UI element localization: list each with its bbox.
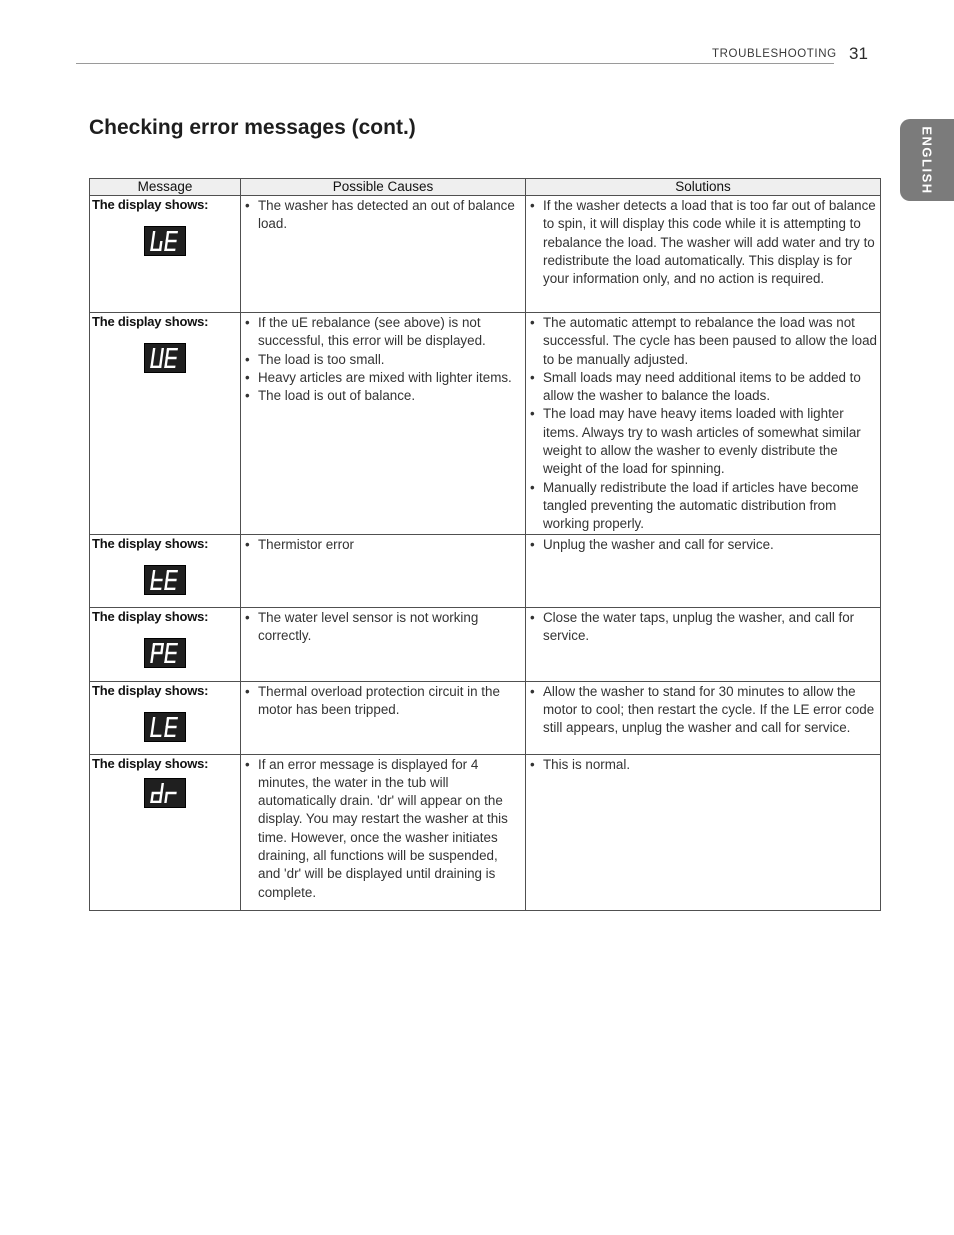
column-header-causes: Possible Causes [241, 179, 526, 196]
display-segment [152, 348, 156, 358]
display-segment [164, 793, 168, 803]
cause-item: • If an error message is displayed for 4 minutes, the water in the tub will automatically drain. 'dr' will appear on the display. You may restart the washer at this time. However, once the washer initiates draining, all functions will be suspended, and 'dr' will be displayed until draining is complete. [245, 756, 523, 902]
error-code-glyphs [150, 642, 180, 664]
display-segment [165, 791, 176, 793]
solution-item: • If the washer detects a load that is too far out of balance to spin, it will display this code while it is attempting to rebalance the load. The washer will add water and try to redistribute the load automatically. This display is for your information only, and no action is required. [530, 197, 878, 288]
display-segment [165, 240, 176, 242]
solutions-cell [526, 313, 881, 535]
display-segment [165, 725, 176, 727]
causes-cell [241, 534, 526, 607]
section-label: TROUBLESHOOTING [712, 48, 837, 60]
solution-item: • Small loads may need additional items to be added to allow the washer to balance the loads. [530, 369, 878, 406]
message-cell [90, 196, 241, 313]
cause-item: • The water level sensor is not working correctly. [245, 609, 523, 646]
display-segment [165, 578, 176, 580]
causes-cell [241, 607, 526, 681]
display-shows-label: The display shows: [92, 535, 209, 551]
solution-item: • Manually redistribute the load if articles have become tangled preventing the automatic distribution from working properly. [530, 479, 878, 534]
display-segment [160, 783, 164, 793]
display-shows-label: The display shows: [92, 197, 209, 212]
display-segment [166, 643, 170, 653]
display-segment [160, 348, 164, 358]
page-number: 31 [849, 44, 868, 63]
page-title: Checking error messages (cont.) [89, 116, 416, 139]
solutions-cell [526, 754, 881, 910]
cause-item: • If the uE rebalance (see above) is not successful, this error will be displayed. [245, 314, 523, 351]
display-segment [150, 653, 154, 663]
message-cell [90, 607, 241, 681]
message-cell [90, 754, 241, 910]
column-header-message: Message [90, 179, 241, 196]
table-row [90, 754, 881, 910]
solution-item: • Close the water taps, unplug the washer, and call for service. [530, 609, 878, 646]
display-segment [152, 717, 156, 727]
display-shows-label: The display shows: [92, 314, 209, 329]
display-segment [151, 578, 162, 580]
error-code-glyphs [150, 782, 180, 804]
error-code-glyphs [150, 716, 180, 738]
error-code-display [144, 712, 186, 742]
solutions-cell [526, 607, 881, 681]
table-header-row [90, 179, 881, 196]
solution-item: • Unplug the washer and call for service. [530, 536, 878, 554]
cause-item: • The washer has detected an out of balance load. [245, 197, 523, 234]
message-cell [90, 681, 241, 754]
column-header-solutions: Solutions [526, 179, 881, 196]
display-segment [166, 348, 170, 358]
error-code-glyphs [150, 347, 180, 369]
display-segment [166, 570, 170, 580]
language-tab-label: ENGLISH [919, 125, 935, 195]
table-row [90, 681, 881, 754]
solution-item: • The load may have heavy items loaded with lighter items. Always try to wash articles of somewhat similar weight to allow the washer to evenly distribute the weight of the load for spinning. [530, 405, 878, 478]
display-shows-label: The display shows: [92, 608, 209, 624]
solution-item: • The automatic attempt to rebalance the load was not successful. The cycle has been paused to allow the load to be manually adjusted. [530, 314, 878, 369]
message-cell [90, 313, 241, 535]
table-row [90, 607, 881, 681]
display-segment [165, 357, 176, 359]
display-segment [151, 791, 162, 793]
cause-item: • The load is too small. [245, 351, 523, 369]
display-segment [166, 717, 170, 727]
solutions-cell [526, 681, 881, 754]
error-code-display [144, 778, 186, 808]
solutions-cell [526, 196, 881, 313]
error-code-display [144, 226, 186, 256]
display-shows-label: The display shows: [92, 755, 209, 771]
display-segment [166, 231, 170, 241]
language-tab [900, 119, 954, 201]
display-segment [152, 231, 156, 241]
header-rule [76, 63, 834, 64]
causes-cell [241, 754, 526, 910]
causes-cell [241, 681, 526, 754]
display-shows-label: The display shows: [92, 682, 209, 698]
error-code-glyphs [150, 230, 180, 252]
cause-item: • Thermistor error [245, 536, 523, 554]
table-row [90, 313, 881, 535]
display-segment [152, 643, 156, 653]
error-messages-table [89, 178, 881, 911]
causes-cell [241, 313, 526, 535]
display-segment [151, 651, 162, 653]
cause-item: • The load is out of balance. [245, 387, 523, 405]
error-code-display [144, 343, 186, 373]
error-code-display [144, 638, 186, 668]
table-row [90, 196, 881, 313]
solution-item: • Allow the washer to stand for 30 minutes to allow the motor to cool; then restart the cycle. If the LE error code still appears, unplug the washer and call for service. [530, 683, 878, 738]
causes-cell [241, 196, 526, 313]
message-cell [90, 534, 241, 607]
table-row [90, 534, 881, 607]
display-segment [165, 651, 176, 653]
error-code-glyphs [150, 569, 180, 591]
display-segment [152, 570, 156, 580]
cause-item: • Thermal overload protection circuit in the motor has been tripped. [245, 683, 523, 720]
error-code-display [144, 565, 186, 595]
cause-item: • Heavy articles are mixed with lighter items. [245, 369, 523, 387]
solutions-cell [526, 534, 881, 607]
solution-item: • This is normal. [530, 756, 878, 774]
